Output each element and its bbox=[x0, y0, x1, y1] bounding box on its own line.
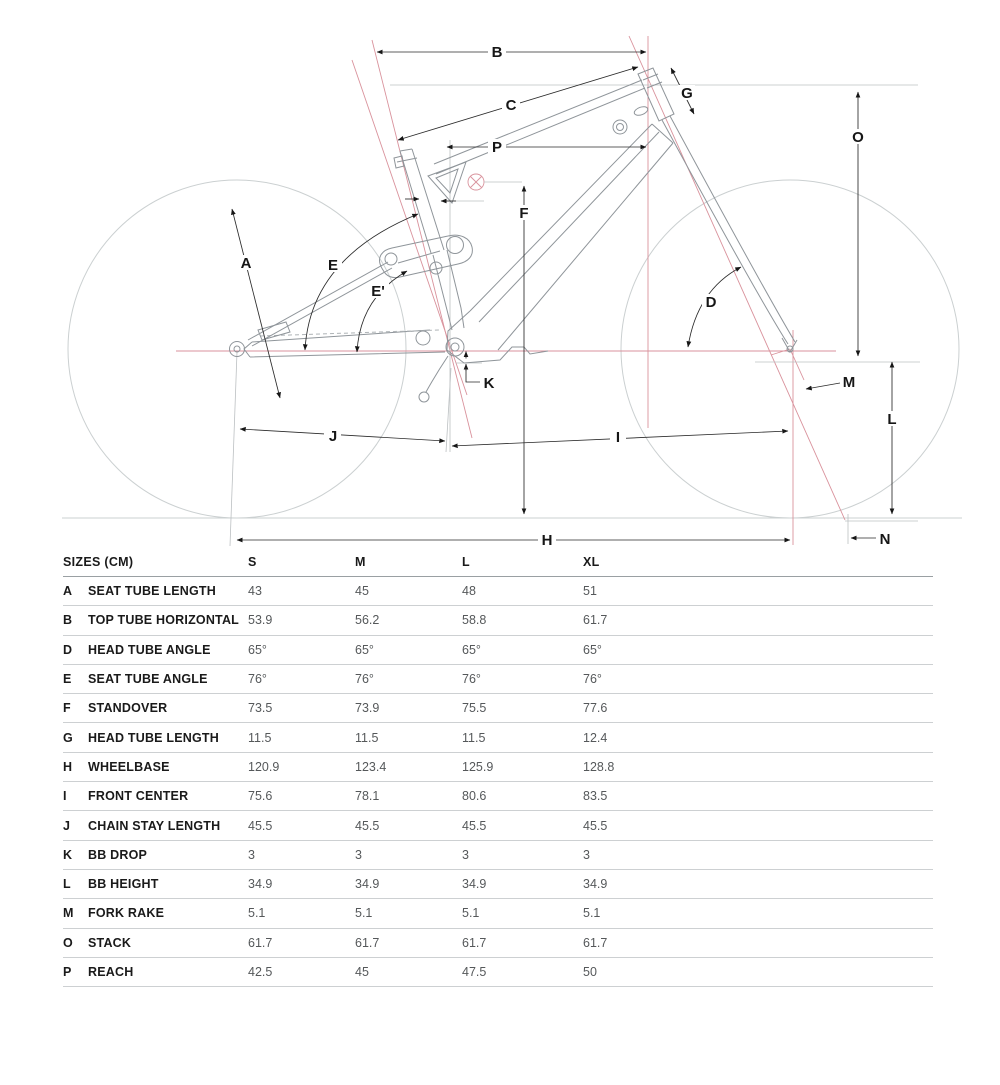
table-row bbox=[63, 929, 933, 958]
row-name: BB DROP bbox=[88, 847, 148, 862]
seat-axis-effective-line bbox=[372, 40, 472, 438]
row-value-xl: 65° bbox=[583, 642, 602, 657]
dim-fork-rake-leader bbox=[806, 383, 840, 389]
row-value-s: 120.9 bbox=[248, 759, 280, 774]
steering-axis-line bbox=[629, 36, 845, 520]
row-value-m: 3 bbox=[355, 847, 362, 862]
row-value-xl: 5.1 bbox=[583, 906, 601, 921]
row-value-l: 58.8 bbox=[462, 613, 487, 628]
row-value-l: 125.9 bbox=[462, 759, 494, 774]
row-value-xl: 83.5 bbox=[583, 789, 608, 804]
label-head-tube-angle: D bbox=[705, 294, 717, 311]
row-value-l: 5.1 bbox=[462, 906, 480, 921]
label-stack: O bbox=[852, 129, 864, 146]
table-row bbox=[63, 811, 933, 840]
row-name: CHAIN STAY LENGTH bbox=[88, 818, 221, 833]
label-seat-tube-angle: E bbox=[327, 257, 339, 274]
row-value-l: 61.7 bbox=[462, 935, 487, 950]
row-value-xl: 61.7 bbox=[583, 613, 608, 628]
row-letter: E bbox=[63, 672, 72, 687]
table-row bbox=[63, 841, 933, 870]
table-row bbox=[63, 870, 933, 899]
row-value-l: 45.5 bbox=[462, 818, 487, 833]
table-row bbox=[63, 636, 933, 665]
table-row bbox=[63, 723, 933, 752]
row-letter: P bbox=[63, 965, 72, 979]
label-seat-tube-length: A bbox=[240, 255, 252, 272]
row-value-s: 5.1 bbox=[248, 906, 266, 921]
row-value-m: 56.2 bbox=[355, 613, 380, 628]
row-value-xl: 34.9 bbox=[583, 877, 608, 892]
table-row bbox=[63, 694, 933, 723]
row-value-xl: 77.6 bbox=[583, 701, 608, 716]
table-row bbox=[63, 665, 933, 694]
chainstay-pivot bbox=[416, 331, 430, 345]
head-tube bbox=[638, 68, 674, 121]
row-letter: M bbox=[63, 906, 74, 921]
geometry-table bbox=[63, 547, 933, 987]
row-value-s: 75.6 bbox=[248, 789, 273, 804]
row-value-s: 43 bbox=[248, 584, 262, 599]
row-name: HEAD TUBE LENGTH bbox=[88, 730, 219, 745]
label-head-tube-length: G bbox=[681, 85, 693, 102]
row-value-m: 45 bbox=[355, 584, 369, 599]
row-name: WHEELBASE bbox=[88, 759, 170, 774]
label-front-center: I bbox=[615, 429, 621, 446]
dim-bb-drop-bracket bbox=[466, 364, 480, 382]
row-value-m: 73.9 bbox=[355, 701, 380, 716]
row-name: SEAT TUBE ANGLE bbox=[88, 672, 208, 687]
row-letter: I bbox=[63, 789, 67, 804]
row-value-s: 34.9 bbox=[248, 877, 273, 892]
row-name: BB HEIGHT bbox=[88, 877, 159, 892]
row-value-l: 65° bbox=[462, 642, 481, 657]
row-value-m: 5.1 bbox=[355, 906, 373, 921]
row-letter: F bbox=[63, 701, 71, 716]
fork-dropout bbox=[782, 338, 797, 352]
row-value-xl: 45.5 bbox=[583, 818, 608, 833]
rear-wheel bbox=[68, 180, 406, 518]
row-value-l: 47.5 bbox=[462, 965, 487, 979]
row-value-xl: 50 bbox=[583, 965, 597, 979]
wheels bbox=[62, 180, 962, 518]
row-value-l: 34.9 bbox=[462, 877, 487, 892]
table-title: SIZES (CM) bbox=[63, 554, 134, 569]
table-row bbox=[63, 899, 933, 928]
row-name: FRONT CENTER bbox=[88, 789, 189, 804]
table-body bbox=[63, 577, 933, 987]
label-chainstay: J bbox=[328, 428, 338, 445]
row-value-s: 42.5 bbox=[248, 965, 273, 979]
row-value-s: 73.5 bbox=[248, 701, 273, 716]
label-bb-height: L bbox=[887, 411, 897, 428]
reference-lines bbox=[230, 85, 920, 546]
fork bbox=[662, 116, 795, 344]
rake-offset-line bbox=[790, 349, 804, 380]
seat-stay bbox=[248, 262, 392, 346]
row-value-m: 76° bbox=[355, 672, 374, 687]
row-value-s: 76° bbox=[248, 672, 267, 687]
row-value-l: 48 bbox=[462, 584, 476, 599]
column-header-m: M bbox=[355, 554, 366, 569]
row-letter: K bbox=[63, 847, 73, 862]
seat-gusset bbox=[428, 162, 466, 203]
head-badge-icon bbox=[613, 120, 627, 134]
row-letter: G bbox=[63, 730, 73, 745]
row-name: SEAT TUBE LENGTH bbox=[88, 584, 216, 599]
row-name: STACK bbox=[88, 935, 132, 950]
row-value-xl: 3 bbox=[583, 847, 590, 862]
row-value-m: 45.5 bbox=[355, 818, 380, 833]
row-name: TOP TUBE HORIZONTAL bbox=[88, 613, 240, 628]
row-value-l: 80.6 bbox=[462, 789, 487, 804]
row-value-xl: 61.7 bbox=[583, 935, 608, 950]
table-row bbox=[63, 577, 933, 606]
pedal-end bbox=[419, 392, 429, 402]
down-tube bbox=[470, 124, 673, 350]
row-value-m: 34.9 bbox=[355, 877, 380, 892]
label-reach: P bbox=[491, 139, 503, 156]
table-row bbox=[63, 958, 933, 987]
label-standover: F bbox=[519, 205, 529, 222]
label-wheelbase: H bbox=[541, 532, 553, 548]
crank-arm bbox=[426, 356, 448, 392]
frame bbox=[230, 68, 798, 402]
row-value-s: 11.5 bbox=[248, 730, 272, 745]
dim-seat-tube-length bbox=[232, 209, 280, 398]
label-bb-drop: K bbox=[483, 375, 495, 392]
row-value-s: 61.7 bbox=[248, 935, 273, 950]
table-row bbox=[63, 753, 933, 782]
label-trail: N bbox=[879, 531, 891, 548]
row-value-m: 78.1 bbox=[355, 789, 380, 804]
label-top-tube-horizontal: B bbox=[491, 44, 503, 61]
row-value-xl: 51 bbox=[583, 584, 597, 599]
label-fork-rake: M bbox=[842, 374, 856, 391]
row-name: REACH bbox=[88, 965, 134, 979]
row-value-l: 3 bbox=[462, 847, 469, 862]
row-value-m: 45 bbox=[355, 965, 369, 979]
column-header-s: S bbox=[248, 554, 257, 569]
row-value-xl: 128.8 bbox=[583, 759, 615, 774]
row-value-s: 65° bbox=[248, 642, 267, 657]
dim-chainstay bbox=[240, 429, 445, 441]
column-header-l: L bbox=[462, 554, 470, 569]
row-value-l: 76° bbox=[462, 672, 481, 687]
row-value-xl: 76° bbox=[583, 672, 602, 687]
row-letter: B bbox=[63, 613, 73, 628]
label-seat-tube-angle-actual: E' bbox=[371, 283, 385, 300]
label-top-tube-actual: C bbox=[505, 97, 517, 114]
column-header-xl: XL bbox=[583, 554, 600, 569]
row-value-m: 61.7 bbox=[355, 935, 380, 950]
row-value-s: 3 bbox=[248, 847, 255, 862]
row-name: HEAD TUBE ANGLE bbox=[88, 642, 211, 657]
row-name: FORK RAKE bbox=[88, 906, 165, 921]
row-letter: A bbox=[63, 584, 73, 599]
row-letter: H bbox=[63, 759, 73, 774]
row-value-l: 11.5 bbox=[462, 730, 486, 745]
row-value-xl: 12.4 bbox=[583, 730, 608, 745]
table-header bbox=[63, 547, 933, 577]
row-letter: L bbox=[63, 877, 71, 892]
row-value-s: 45.5 bbox=[248, 818, 273, 833]
row-value-m: 65° bbox=[355, 642, 374, 657]
table-row bbox=[63, 606, 933, 635]
row-name: STANDOVER bbox=[88, 701, 168, 716]
row-value-m: 11.5 bbox=[355, 730, 379, 745]
motor-housing bbox=[447, 311, 548, 363]
row-value-m: 123.4 bbox=[355, 759, 387, 774]
row-value-s: 53.9 bbox=[248, 613, 273, 628]
row-letter: D bbox=[63, 642, 73, 657]
row-value-l: 75.5 bbox=[462, 701, 487, 716]
table-row bbox=[63, 782, 933, 811]
row-letter: J bbox=[63, 818, 70, 833]
row-letter: O bbox=[63, 935, 73, 950]
